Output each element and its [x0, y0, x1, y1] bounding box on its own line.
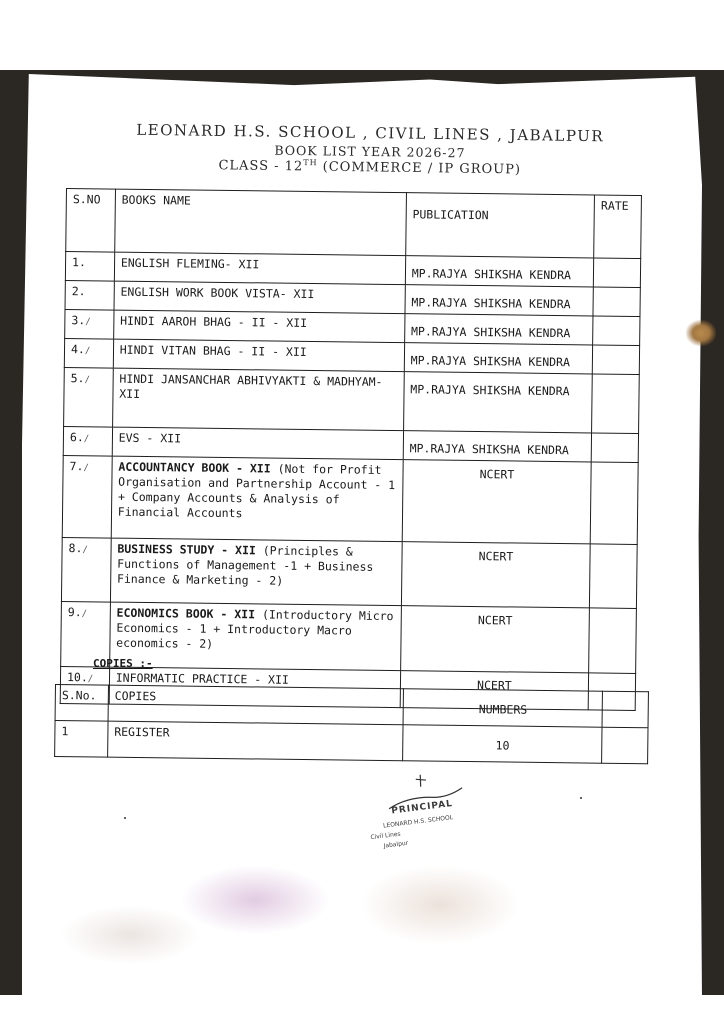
stamp-line-3: Jabalpur [383, 839, 409, 850]
sno-text: 10. [66, 670, 88, 685]
table-row [61, 537, 637, 608]
cell-book-name [114, 252, 405, 285]
book-title-bold: ACCOUNTANCY BOOK - XII [118, 459, 271, 476]
cell-book-name [110, 538, 402, 606]
cell-rate [593, 316, 640, 346]
book-title: (Not for Profit Organisation and Partnership Account - 1 + Company Accounts & Analysis of Financial Accounts [117, 461, 396, 521]
cell-publication: NCERT [402, 460, 591, 544]
sno-text: 6. [69, 430, 84, 445]
cell-sno [65, 309, 114, 339]
checkmark-icon: ∕ [82, 545, 88, 556]
sno-text: 4. [70, 342, 85, 357]
class-prefix: CLASS - 12 [218, 158, 304, 175]
book-title: (Introductory Micro Economics - 1 + Introductory Macro economics - 2) [116, 607, 394, 651]
speck [580, 797, 582, 799]
book-title: ENGLISH FLEMING- XII [120, 255, 260, 272]
checkmark-icon: ∕ [87, 674, 94, 685]
col-header-sno: S.No. [55, 685, 108, 722]
cell-publication: MP.RAJYA SHIKSHA KENDRA [404, 314, 593, 345]
document-header [90, 120, 651, 179]
cell-publication: NCERT [400, 671, 589, 710]
cell-publication: MP.RAJYA SHIKSHA KENDRA [405, 285, 594, 316]
cell-rate [592, 374, 640, 434]
cell-rate [593, 287, 640, 317]
cell-rate [589, 608, 637, 674]
book-title: INFORMATIC PRACTICE - XII [115, 670, 289, 687]
cell-sno [65, 252, 114, 282]
col-header-blank [602, 691, 648, 728]
cell-book-name [112, 427, 403, 460]
cell-book-name [111, 456, 403, 542]
cell-item: REGISTER [107, 721, 403, 761]
cell-rate [590, 544, 638, 609]
background-stain [686, 320, 716, 346]
checkmark-icon: ∕ [83, 463, 89, 474]
cell-sno [64, 338, 113, 368]
cell-book-name [114, 281, 405, 314]
checkmark-icon: ∕ [84, 375, 90, 386]
cell-extra [602, 727, 648, 764]
book-title: HINDI JANSANCHAR ABHIVYAKTI & MADHYAM- XII [119, 371, 383, 401]
col-header-publication: PUBLICATION [405, 193, 594, 258]
cell-rate [592, 345, 639, 375]
col-header-sno: S.NO [66, 189, 116, 253]
cell-sno [63, 426, 112, 456]
cell-numbers: 10 [403, 725, 602, 763]
cell-rate [591, 433, 638, 463]
stamp-line-1: LEONARD H.S. SCHOOL [382, 814, 454, 830]
cell-publication: MP.RAJYA SHIKSHA KENDRA [403, 431, 592, 462]
table-header-row [66, 189, 642, 259]
cell-sno [65, 280, 114, 310]
cell-sno [62, 455, 112, 538]
book-title: (Principles & Functions of Management -1 + Business Finance & Marketing - 2) [116, 543, 374, 588]
table-row [55, 721, 648, 764]
cell-book-name [113, 339, 404, 372]
book-title-bold: ECONOMICS BOOK - XII [116, 605, 256, 622]
book-title: HINDI VITAN BHAG - II - XII [119, 342, 307, 359]
book-title: EVS - XII [118, 430, 182, 446]
speck [124, 817, 126, 819]
stamp-title: PRINCIPAL [390, 799, 454, 817]
sno-text: 8. [68, 541, 83, 556]
copies-section-title: COPIES :- [93, 657, 153, 670]
col-header-rate: RATE [594, 195, 642, 259]
checkmark-icon: ∕ [85, 317, 91, 328]
cell-book-name [112, 368, 404, 431]
class-sup: TH [303, 158, 318, 168]
sno-text: 5. [70, 371, 85, 386]
checkmark-icon: ∕ [83, 434, 90, 445]
col-header-copies: COPIES [108, 685, 404, 725]
sno-text: 1. [72, 255, 87, 270]
sno-text: 2. [71, 284, 86, 299]
checkmark-icon: ∕ [81, 609, 88, 620]
school-name: LEONARD H.S. SCHOOL , CIVIL LINES , JABALPUR [136, 120, 605, 146]
sno-text: 9. [67, 605, 82, 620]
copies-table [54, 684, 649, 764]
stamp-line-2: Civil Lines [370, 830, 402, 842]
sno-text: 3. [71, 313, 86, 328]
cell-rate [593, 258, 640, 288]
col-header-book-name: BOOKS NAME [115, 189, 407, 256]
cell-publication: MP.RAJYA SHIKSHA KENDRA [403, 372, 592, 433]
col-header-numbers: NUMBERS [404, 689, 603, 727]
cell-book-name [109, 602, 401, 671]
book-title: ENGLISH WORK BOOK VISTA- XII [120, 284, 315, 302]
cell-publication: NCERT [400, 606, 589, 673]
cell-book-name [113, 310, 404, 343]
book-title: HINDI AAROH BHAG - II - XII [120, 313, 308, 330]
cell-sno [64, 367, 113, 427]
table-row [64, 367, 640, 433]
cell-sno: 1 [55, 721, 108, 758]
cell-publication: MP.RAJYA SHIKSHA KENDRA [405, 256, 594, 287]
sno-text: 7. [69, 459, 84, 474]
book-list-table [60, 188, 642, 711]
cell-sno [61, 537, 111, 602]
book-title-bold: BUSINESS STUDY - XII [117, 541, 256, 558]
cell-publication: MP.RAJYA SHIKSHA KENDRA [404, 343, 593, 374]
class-suffix: (COMMERCE / IP GROUP) [317, 159, 522, 178]
checkmark-icon: ∕ [84, 346, 91, 357]
book-list-year: BOOK LIST YEAR 2026-27 [274, 142, 466, 161]
table-row [62, 455, 638, 544]
cell-rate [590, 462, 638, 545]
cell-publication: NCERT [401, 542, 590, 608]
